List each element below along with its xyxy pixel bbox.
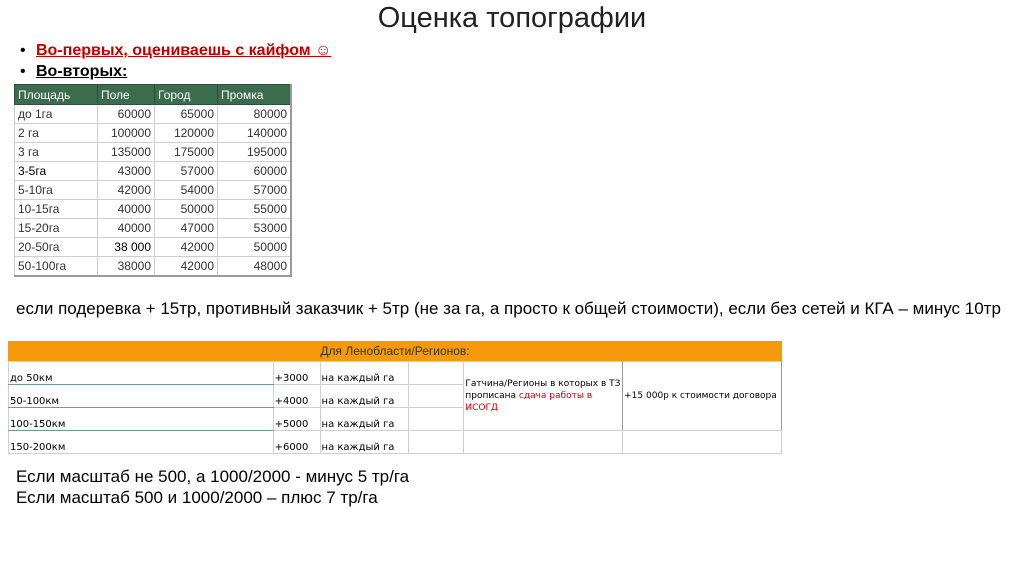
cell-city: 42000 [155, 238, 218, 257]
bullet-second-text: Во-вторых: [36, 63, 128, 80]
bullet-second [20, 61, 331, 82]
cell-field: 38 000 [98, 238, 155, 257]
cell-industrial: 53000 [218, 219, 292, 238]
cell-industrial: 57000 [218, 181, 292, 200]
cell-field: 42000 [98, 181, 155, 200]
cell-price: +6000 [273, 431, 320, 454]
cell-price: +4000 [273, 385, 320, 408]
cell-area: 10-15га [15, 200, 98, 219]
cell-unit: на каждый га [320, 431, 409, 454]
cell-city: 50000 [155, 200, 218, 219]
cell-city: 175000 [155, 143, 218, 162]
cell-distance: 150-200км [9, 431, 274, 454]
scale-notes [16, 466, 409, 508]
table-row [15, 238, 292, 257]
cell-field: 135000 [98, 143, 155, 162]
region-note-highlight: сдача работы в ИСОГД [465, 391, 593, 413]
bullet-list [20, 40, 331, 82]
cell-empty [409, 408, 464, 431]
cell-city: 120000 [155, 124, 218, 143]
bullet-first-text: Во-первых, оцениваешь с кайфом ☺ [36, 42, 332, 59]
cell-area: 15-20га [15, 219, 98, 238]
cell-empty [409, 362, 464, 385]
cell-industrial: 140000 [218, 124, 292, 143]
cell-city: 54000 [155, 181, 218, 200]
cell-area: 5-10га [15, 181, 98, 200]
cell-area: 3 га [15, 143, 98, 162]
cell-field: 40000 [98, 200, 155, 219]
cell-industrial: 80000 [218, 105, 292, 124]
cell-field: 38000 [98, 257, 155, 277]
table-row [15, 143, 292, 162]
page-title: Оценка топографии [377, 2, 647, 34]
price-table-header [15, 85, 292, 105]
header-industrial: Промка [218, 85, 292, 105]
table-row [15, 219, 292, 238]
header-area: Площадь [15, 85, 98, 105]
cell-empty [464, 431, 623, 454]
bullet-mark: • [20, 42, 26, 59]
region-table-block [8, 341, 782, 454]
table-row [15, 124, 292, 143]
cell-area: до 1га [15, 105, 98, 124]
bullet-first [20, 40, 331, 61]
cell-region-extra: +15 000р к стоимости договора [623, 362, 782, 431]
region-note-prefix: Гатчина/Регионы в которых в ТЗ прописана [465, 379, 621, 401]
header-field: Поле [98, 85, 155, 105]
cell-area: 2 га [15, 124, 98, 143]
table-row [15, 181, 292, 200]
cell-city: 47000 [155, 219, 218, 238]
cell-price: +5000 [273, 408, 320, 431]
scale-line-minus: Если масштаб не 500, а 1000/2000 - минус 5 тр/га [16, 467, 410, 486]
cell-industrial: 195000 [218, 143, 292, 162]
cell-empty [409, 431, 464, 454]
scale-line-plus: Если масштаб 500 и 1000/2000 – плюс 7 тр/га [16, 488, 378, 507]
cell-distance: 50-100км [9, 385, 274, 408]
table-row [15, 200, 292, 219]
extras-note: если подеревка + 15тр, противный заказчик + 5тр (не за га, а просто к общей стоимости), если без сетей и КГА – минус 10тр [16, 299, 1001, 318]
cell-field: 60000 [98, 105, 155, 124]
cell-industrial: 60000 [218, 162, 292, 181]
cell-area: 50-100га [15, 257, 98, 277]
cell-city: 42000 [155, 257, 218, 277]
cell-city: 57000 [155, 162, 218, 181]
cell-unit: на каждый га [320, 408, 409, 431]
cell-unit: на каждый га [320, 362, 409, 385]
cell-field: 40000 [98, 219, 155, 238]
cell-area: 3-5га [15, 162, 98, 181]
cell-city: 65000 [155, 105, 218, 124]
cell-empty [623, 431, 782, 454]
cell-area: 20-50га [15, 238, 98, 257]
cell-price: +3000 [273, 362, 320, 385]
region-table-header: Для Ленобласти/Регионов: [8, 341, 782, 361]
bullet-mark: • [20, 63, 26, 80]
cell-unit: на каждый га [320, 385, 409, 408]
cell-distance: до 50км [9, 362, 274, 385]
cell-industrial: 55000 [218, 200, 292, 219]
table-row [15, 257, 292, 277]
price-table [14, 84, 292, 277]
cell-field: 43000 [98, 162, 155, 181]
cell-field: 100000 [98, 124, 155, 143]
header-city: Город [155, 85, 218, 105]
cell-distance: 100-150км [9, 408, 274, 431]
cell-region-note [464, 362, 623, 431]
cell-empty [409, 385, 464, 408]
table-row [15, 162, 292, 181]
region-table [8, 361, 782, 454]
cell-industrial: 50000 [218, 238, 292, 257]
table-row [9, 431, 782, 454]
table-row [15, 105, 292, 124]
table-row [9, 362, 782, 385]
cell-industrial: 48000 [218, 257, 292, 277]
